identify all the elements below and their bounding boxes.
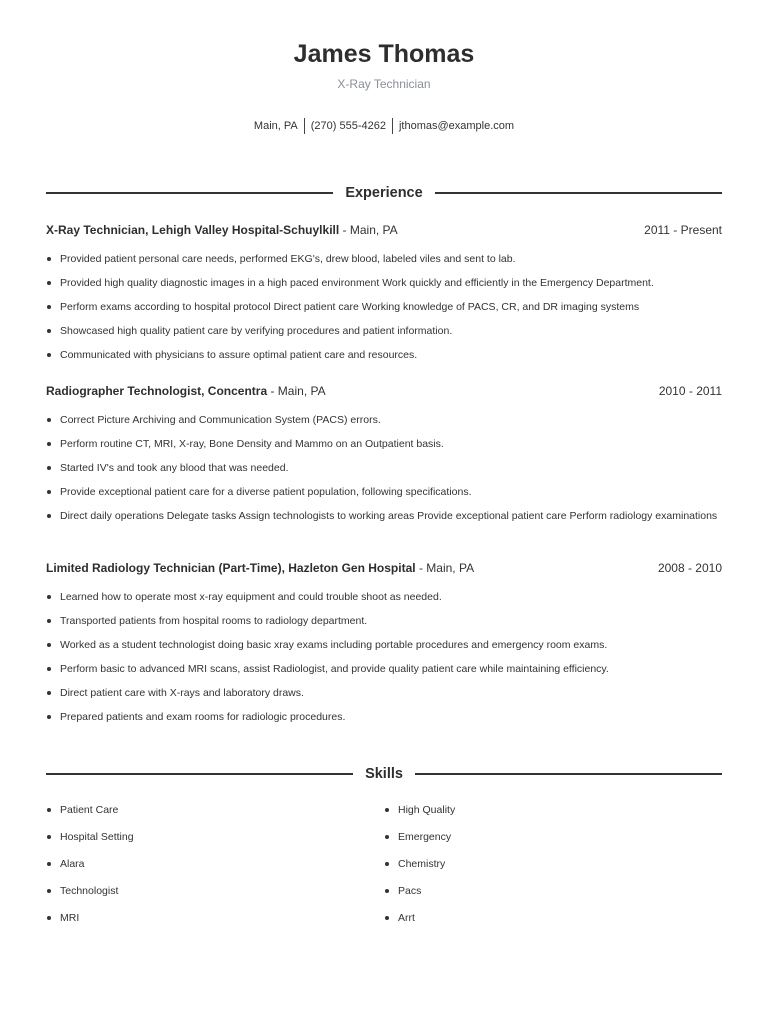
skill-item: Pacs	[384, 883, 722, 899]
skill-item: Emergency	[384, 829, 722, 845]
job-bullet: Prepared patients and exam rooms for radiologic procedures.	[46, 709, 722, 725]
job-location: - Main, PA	[339, 223, 398, 237]
job-header	[46, 383, 722, 399]
candidate-title: X-Ray Technician	[337, 77, 431, 91]
candidate-name: James Thomas	[293, 40, 475, 68]
job-header	[46, 222, 722, 238]
skill-item: Alara	[46, 856, 384, 872]
job-role: Limited Radiology Technician (Part-Time), Hazleton Gen Hospital	[46, 561, 416, 575]
job-entry	[46, 560, 722, 733]
resume-header	[0, 38, 768, 92]
skill-item: Patient Care	[46, 802, 384, 818]
job-bullet: Learned how to operate most x-ray equipment and could trouble shoot as needed.	[46, 589, 722, 605]
job-title-line	[46, 383, 326, 399]
job-entry	[46, 383, 722, 532]
job-dates: 2011 - Present	[644, 223, 722, 237]
skills-heading	[46, 764, 722, 784]
contact-divider	[304, 118, 305, 134]
job-bullets	[46, 589, 722, 725]
job-bullet: Showcased high quality patient care by verifying procedures and patient information.	[46, 323, 722, 339]
job-bullet: Perform exams according to hospital protocol Direct patient care Working knowledge of PACS, CR, and DR imaging systems	[46, 299, 722, 315]
job-bullet: Provided patient personal care needs, performed EKG's, drew blood, labeled viles and sent to lab.	[46, 251, 722, 267]
contact-email: jthomas@example.com	[398, 120, 515, 132]
skill-item: MRI	[46, 910, 384, 926]
job-title-line	[46, 222, 398, 238]
job-bullet: Direct daily operations Delegate tasks Assign technologists to working areas Provide exceptional patient care Perform radiology examinations	[46, 508, 722, 524]
job-bullet: Provided high quality diagnostic images in a high paced environment Work quickly and efficiently in the Emergency Department.	[46, 275, 722, 291]
skill-item: Hospital Setting	[46, 829, 384, 845]
job-location: - Main, PA	[415, 561, 475, 575]
contact-line	[0, 118, 768, 134]
job-role: X-Ray Technician, Lehigh Valley Hospital-Schuylkill	[46, 223, 340, 237]
job-bullets	[46, 251, 722, 363]
skill-item: High Quality	[384, 802, 722, 818]
job-location: - Main, PA	[267, 384, 326, 398]
job-bullet: Perform routine CT, MRI, X-ray, Bone Density and Mammo on an Outpatient basis.	[46, 436, 722, 452]
experience-heading	[46, 183, 722, 203]
skill-item: Chemistry	[384, 856, 722, 872]
job-bullet: Started IV's and took any blood that was needed.	[46, 460, 722, 476]
job-dates: 2008 - 2010	[657, 561, 722, 575]
skill-item: Arrt	[384, 910, 722, 926]
skills-heading-label: Skills	[365, 766, 403, 782]
contact-phone: (270) 555-4262	[310, 120, 386, 132]
job-bullet: Perform basic to advanced MRI scans, assist Radiologist, and provide quality patient care while maintaining efficiency.	[46, 661, 722, 677]
job-dates: 2010 - 2011	[658, 384, 722, 398]
job-bullet: Direct patient care with X-rays and laboratory draws.	[46, 685, 722, 701]
heading-rule-right	[415, 773, 722, 775]
skills-list	[46, 802, 722, 926]
contact-divider	[392, 118, 393, 134]
job-title-line	[46, 560, 474, 576]
job-bullet: Correct Picture Archiving and Communication System (PACS) errors.	[46, 412, 722, 428]
experience-heading-label: Experience	[345, 185, 423, 201]
job-header	[46, 560, 722, 576]
job-bullet: Provide exceptional patient care for a diverse patient population, following specifications.	[46, 484, 722, 500]
contact-location: Main, PA	[253, 120, 298, 132]
job-bullet: Communicated with physicians to assure optimal patient care and resources.	[46, 347, 722, 363]
job-bullet: Transported patients from hospital rooms to radiology department.	[46, 613, 722, 629]
job-bullet: Worked as a student technologist doing basic xray exams including portable procedures and emergency room exams.	[46, 637, 722, 653]
job-bullets	[46, 412, 722, 524]
heading-rule-left	[46, 773, 353, 775]
job-entry	[46, 222, 722, 371]
job-role: Radiographer Technologist, Concentra	[46, 384, 268, 398]
skill-item: Technologist	[46, 883, 384, 899]
heading-rule-right	[435, 192, 722, 194]
heading-rule-left	[46, 192, 333, 194]
